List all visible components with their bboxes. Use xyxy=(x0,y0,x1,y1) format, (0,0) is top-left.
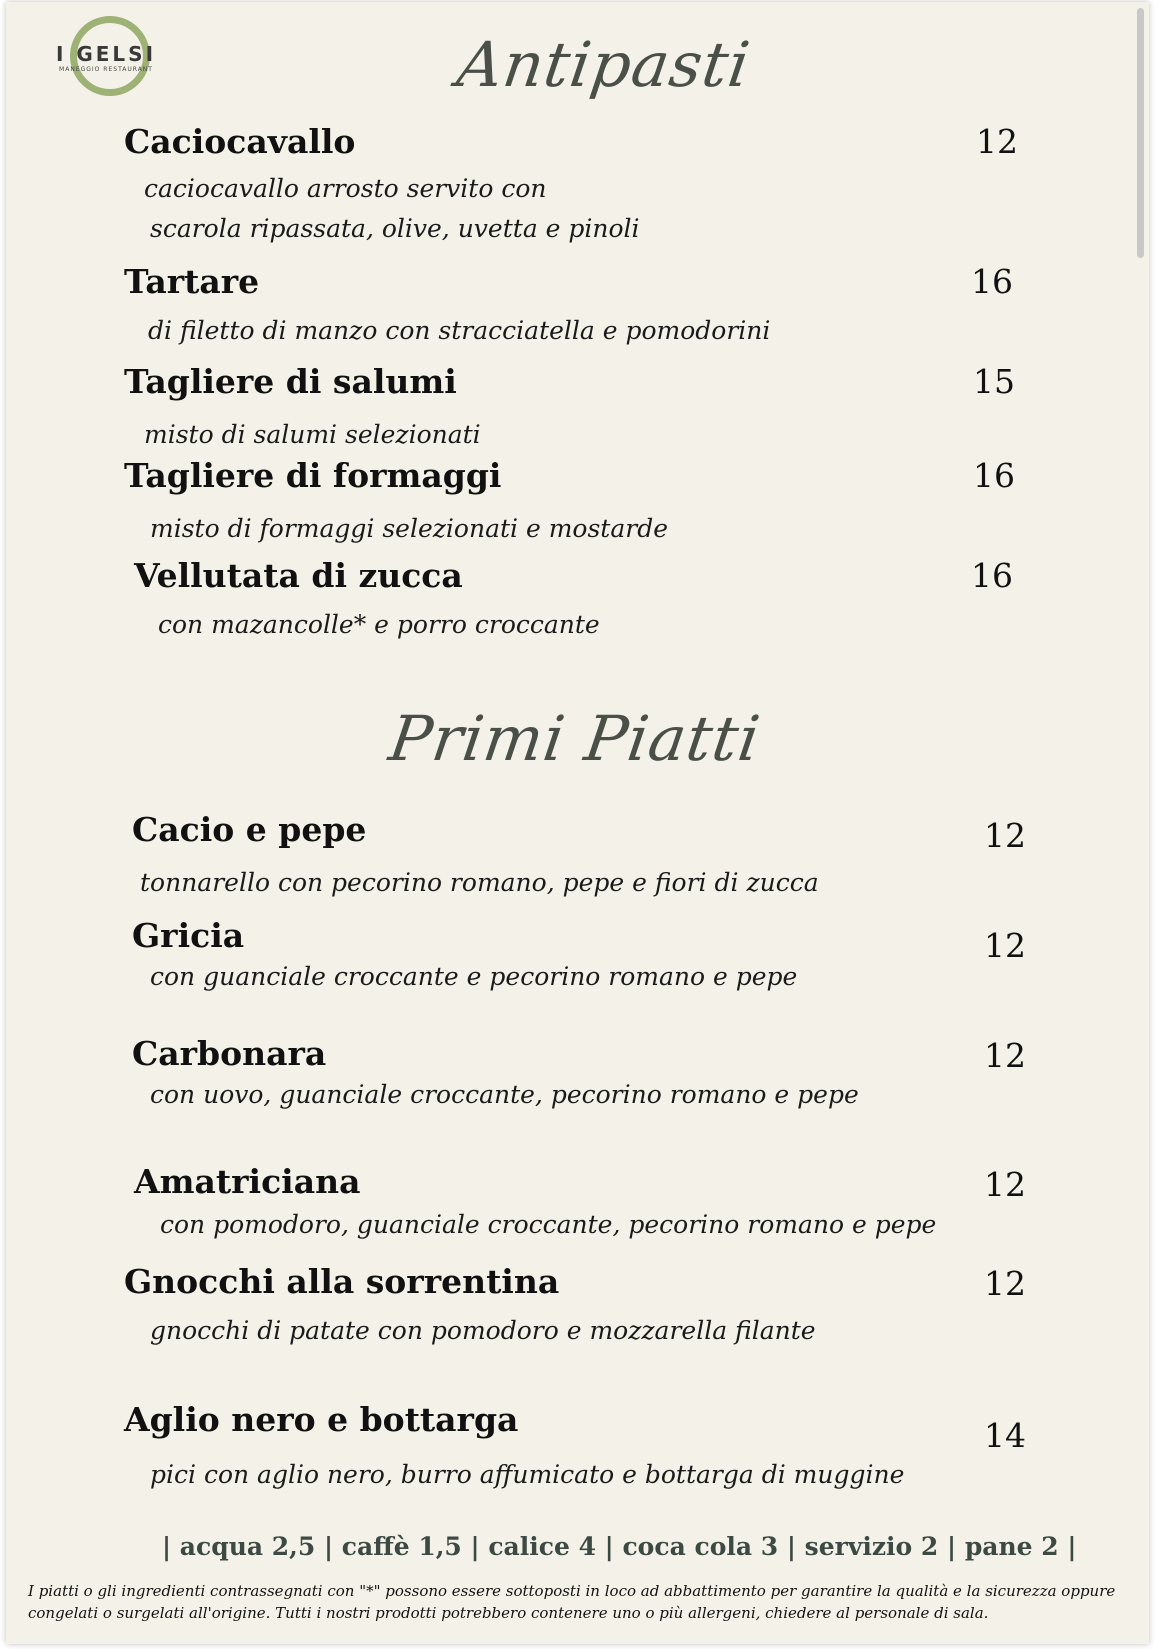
allergen-footnote: I piatti o gli ingredienti contrassegnati con "*" possono essere sottoposti in loco ad abbattimento per garantire la qualità e la sicurezza oppure congelati o surgelati all'origine. Tutti i nostri prodotti potrebbero contenere uno o più allergeni, chiedere al personale di sala. xyxy=(28,1582,1116,1622)
logo xyxy=(50,14,162,98)
dish-description: scarola ripassata, olive, uvetta e pinoli xyxy=(150,214,640,243)
logo-name: I GELSI xyxy=(55,42,157,66)
dish-description: con pomodoro, guanciale croccante, pecorino romano e pepe xyxy=(160,1210,937,1239)
dish-name: Vellutata di zucca xyxy=(134,556,463,595)
dish-price: 12 xyxy=(976,122,1018,161)
scrollbar[interactable] xyxy=(1137,8,1144,258)
menu-page xyxy=(6,2,1149,1644)
dish-description: gnocchi di patate con pomodoro e mozzarella filante xyxy=(150,1316,816,1345)
dish-name: Gricia xyxy=(132,916,245,955)
dish-description: caciocavallo arrosto servito con xyxy=(144,174,547,203)
dish-price: 12 xyxy=(984,926,1026,965)
dish-price: 12 xyxy=(984,816,1026,855)
dish-description: tonnarello con pecorino romano, pepe e fiori di zucca xyxy=(140,868,819,897)
dish-description: misto di formaggi selezionati e mostarde xyxy=(150,514,668,543)
dish-name: Tartare xyxy=(124,262,260,301)
section-title-primi: Primi Piatti xyxy=(384,702,765,775)
dish-description: con mazancolle* e porro croccante xyxy=(158,610,600,639)
dish-description: con uovo, guanciale croccante, pecorino romano e pepe xyxy=(150,1080,859,1109)
dish-name: Tagliere di formaggi xyxy=(124,456,502,495)
extras-price-list: | acqua 2,5 | caffè 1,5 | calice 4 | coca cola 3 | servizio 2 | pane 2 | xyxy=(162,1532,1077,1561)
dish-name: Aglio nero e bottarga xyxy=(124,1400,519,1439)
dish-name: Cacio e pepe xyxy=(132,810,367,849)
dish-price: 12 xyxy=(984,1264,1026,1303)
dish-name: Amatriciana xyxy=(134,1162,361,1201)
dish-name: Tagliere di salumi xyxy=(124,362,457,401)
dish-description: pici con aglio nero, burro affumicato e bottarga di muggine xyxy=(150,1460,905,1489)
dish-description: con guanciale croccante e pecorino romano e pepe xyxy=(150,962,798,991)
dish-price: 16 xyxy=(971,556,1013,595)
dish-description: di filetto di manzo con stracciatella e pomodorini xyxy=(148,316,771,345)
dish-description: misto di salumi selezionati xyxy=(144,420,481,449)
section-title-antipasti: Antipasti xyxy=(452,28,755,101)
dish-name: Caciocavallo xyxy=(124,122,356,161)
dish-price: 14 xyxy=(984,1416,1026,1455)
dish-name: Carbonara xyxy=(132,1034,327,1073)
logo-subtitle: MANEGGIO RESTAURANT xyxy=(59,66,153,73)
dish-price: 12 xyxy=(984,1036,1026,1075)
dish-price: 12 xyxy=(984,1165,1026,1204)
dish-price: 15 xyxy=(973,362,1015,401)
dish-price: 16 xyxy=(973,456,1015,495)
dish-name: Gnocchi alla sorrentina xyxy=(124,1262,560,1301)
dish-price: 16 xyxy=(971,262,1013,301)
